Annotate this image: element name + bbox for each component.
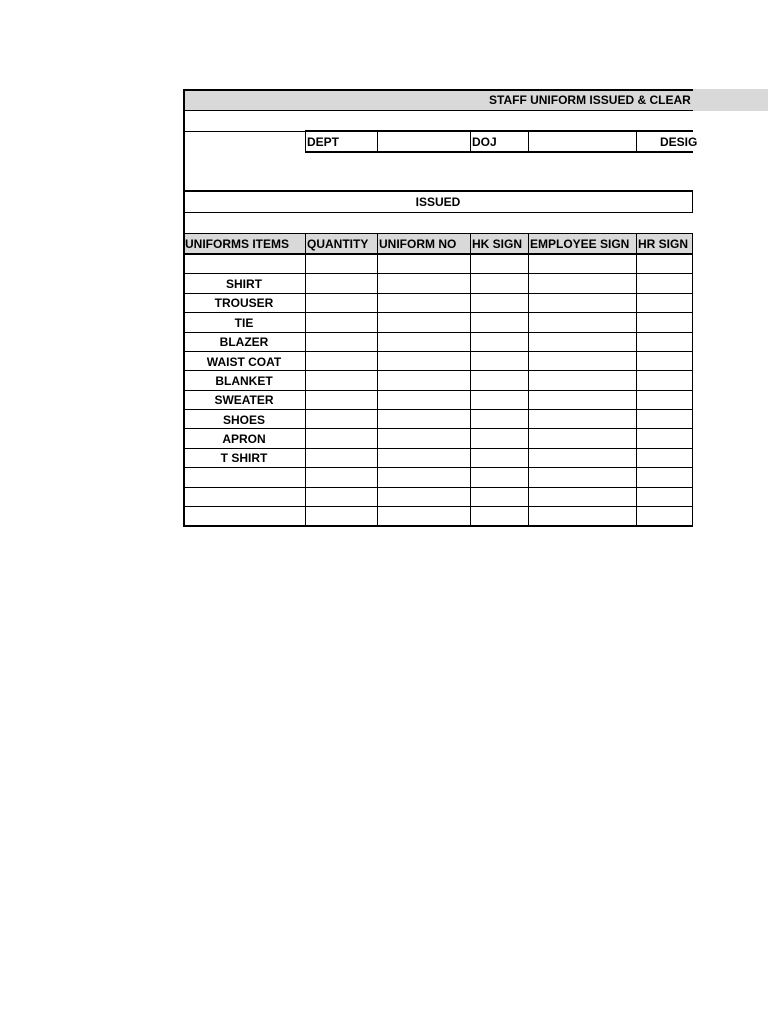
issued-top-border: [183, 190, 693, 192]
dept-label: DEPT: [307, 135, 340, 149]
entry-cell[interactable]: [636, 371, 693, 390]
entry-cell[interactable]: [528, 352, 636, 371]
grid-hline: [183, 409, 693, 410]
item-label: TROUSER: [214, 296, 274, 311]
entry-cell[interactable]: [377, 468, 470, 487]
entry-cell[interactable]: [305, 410, 377, 429]
entry-cell[interactable]: [636, 255, 693, 274]
entry-cell[interactable]: [636, 468, 693, 487]
header-bottom-border: [183, 253, 693, 255]
col-header-quantity: QUANTITY: [307, 237, 369, 251]
entry-cell[interactable]: [377, 410, 470, 429]
entry-cell[interactable]: [305, 488, 377, 507]
entry-cell[interactable]: [528, 507, 636, 526]
entry-cell[interactable]: [528, 313, 636, 332]
entry-cell[interactable]: [528, 429, 636, 448]
grid-hline: [183, 467, 693, 468]
entry-cell[interactable]: [305, 274, 377, 293]
uniform-form-sheet: [183, 89, 698, 527]
entry-cell[interactable]: [305, 468, 377, 487]
header-top-border: [183, 233, 693, 234]
entry-cell[interactable]: [305, 333, 377, 352]
grid-hline: [183, 332, 693, 333]
grid-vline: [305, 233, 306, 527]
item-label: [183, 468, 305, 487]
grid-hline: [183, 506, 693, 507]
grid-hline: [183, 312, 693, 313]
entry-cell[interactable]: [470, 391, 528, 410]
col-header-employee-sign: EMPLOYEE SIGN: [530, 237, 630, 251]
grid-hline: [183, 273, 693, 274]
grid-hline: [183, 428, 693, 429]
entry-cell[interactable]: [636, 333, 693, 352]
col-header-hk-sign: HK SIGN: [472, 237, 523, 251]
grid-vline: [636, 130, 637, 153]
entry-cell[interactable]: [470, 488, 528, 507]
entry-cell[interactable]: [377, 507, 470, 526]
entry-cell[interactable]: [377, 488, 470, 507]
entry-cell[interactable]: [528, 449, 636, 468]
issued-section-label: ISSUED: [415, 195, 461, 209]
title-top-border: [183, 89, 693, 91]
entry-cell[interactable]: [636, 274, 693, 293]
info-bottom-border: [305, 151, 693, 153]
item-label: [183, 507, 305, 526]
grid-vline: [528, 130, 529, 153]
entry-cell[interactable]: [377, 449, 470, 468]
doj-label: DOJ: [472, 135, 497, 149]
grid-hline: [183, 487, 693, 488]
grid-hline: [183, 448, 693, 449]
title-bottom-border: [183, 110, 693, 111]
entry-cell[interactable]: [528, 255, 636, 274]
item-label: BLAZER: [219, 335, 269, 350]
sheet-edge-shading: [693, 89, 768, 111]
issued-bottom-border: [183, 212, 693, 213]
entry-cell[interactable]: [377, 255, 470, 274]
entry-cell[interactable]: [636, 488, 693, 507]
col-header-hr-sign: HR SIGN: [638, 237, 689, 251]
table-bottom-border: [183, 525, 693, 527]
entry-cell[interactable]: [470, 313, 528, 332]
entry-cell[interactable]: [528, 468, 636, 487]
grid-vline: [377, 130, 378, 153]
grid-hline: [183, 390, 693, 391]
entry-cell[interactable]: [528, 294, 636, 313]
entry-cell[interactable]: [377, 391, 470, 410]
entry-cell[interactable]: [377, 371, 470, 390]
item-label: WAIST COAT: [206, 354, 282, 369]
grid-vline: [470, 130, 471, 153]
grid-vline: [470, 233, 471, 527]
col-header-uniform-no: UNIFORM NO: [379, 237, 457, 251]
item-label: SHIRT: [226, 277, 262, 292]
entry-cell[interactable]: [470, 294, 528, 313]
entry-cell[interactable]: [305, 313, 377, 332]
table-right-border: [692, 233, 693, 527]
entry-cell[interactable]: [470, 274, 528, 293]
entry-cell[interactable]: [636, 391, 693, 410]
grid-vline: [636, 233, 637, 527]
entry-cell[interactable]: [528, 274, 636, 293]
item-label: T SHIRT: [220, 451, 268, 466]
entry-cell[interactable]: [305, 429, 377, 448]
entry-cell[interactable]: [377, 429, 470, 448]
entry-cell[interactable]: [528, 371, 636, 390]
sheet-left-border: [183, 89, 185, 527]
entry-cell[interactable]: [470, 255, 528, 274]
entry-cell[interactable]: [305, 371, 377, 390]
entry-cell[interactable]: [305, 255, 377, 274]
entry-cell[interactable]: [377, 294, 470, 313]
entry-cell[interactable]: [377, 352, 470, 371]
info-top-border: [305, 130, 693, 132]
form-title: STAFF UNIFORM ISSUED & CLEAR: [489, 93, 691, 107]
grid-hline: [183, 370, 693, 371]
entry-cell[interactable]: [305, 294, 377, 313]
item-label: BLANKET: [215, 373, 273, 388]
entry-cell[interactable]: [305, 391, 377, 410]
entry-cell[interactable]: [636, 429, 693, 448]
entry-cell[interactable]: [377, 333, 470, 352]
entry-cell[interactable]: [470, 352, 528, 371]
issued-right-border: [692, 190, 693, 213]
item-label: [183, 488, 305, 507]
designation-label: DESIG: [660, 135, 698, 149]
grid-vline: [377, 233, 378, 527]
entry-cell[interactable]: [636, 449, 693, 468]
item-label: SWEATER: [214, 393, 274, 408]
entry-cell[interactable]: [470, 468, 528, 487]
entry-cell[interactable]: [528, 488, 636, 507]
dept-value-field[interactable]: [377, 132, 471, 152]
entry-cell[interactable]: [528, 410, 636, 429]
entry-cell[interactable]: [305, 352, 377, 371]
entry-cell[interactable]: [377, 274, 470, 293]
entry-cell[interactable]: [636, 410, 693, 429]
entry-cell[interactable]: [470, 333, 528, 352]
entry-cell[interactable]: [305, 507, 377, 526]
col-header-uniform-items: UNIFORMS ITEMS: [185, 237, 289, 251]
grid-vline: [528, 233, 529, 527]
grid-vline: [305, 130, 306, 153]
entry-cell[interactable]: [636, 313, 693, 332]
entry-cell[interactable]: [470, 410, 528, 429]
entry-cell[interactable]: [470, 371, 528, 390]
entry-cell[interactable]: [305, 449, 377, 468]
entry-cell[interactable]: [528, 333, 636, 352]
item-label: [183, 255, 305, 274]
grid-hline: [183, 351, 693, 352]
entry-cell[interactable]: [636, 352, 693, 371]
entry-cell[interactable]: [470, 429, 528, 448]
grid-hline: [183, 293, 693, 294]
entry-cell[interactable]: [528, 391, 636, 410]
form-title-band: [183, 89, 693, 111]
item-label: TIE: [234, 315, 254, 330]
entry-cell[interactable]: [636, 507, 693, 526]
item-label: APRON: [222, 432, 266, 447]
doj-value-field[interactable]: [528, 132, 636, 152]
item-label: SHOES: [222, 412, 265, 427]
entry-cell[interactable]: [377, 313, 470, 332]
entry-cell[interactable]: [470, 449, 528, 468]
entry-cell[interactable]: [470, 507, 528, 526]
entry-cell[interactable]: [636, 294, 693, 313]
